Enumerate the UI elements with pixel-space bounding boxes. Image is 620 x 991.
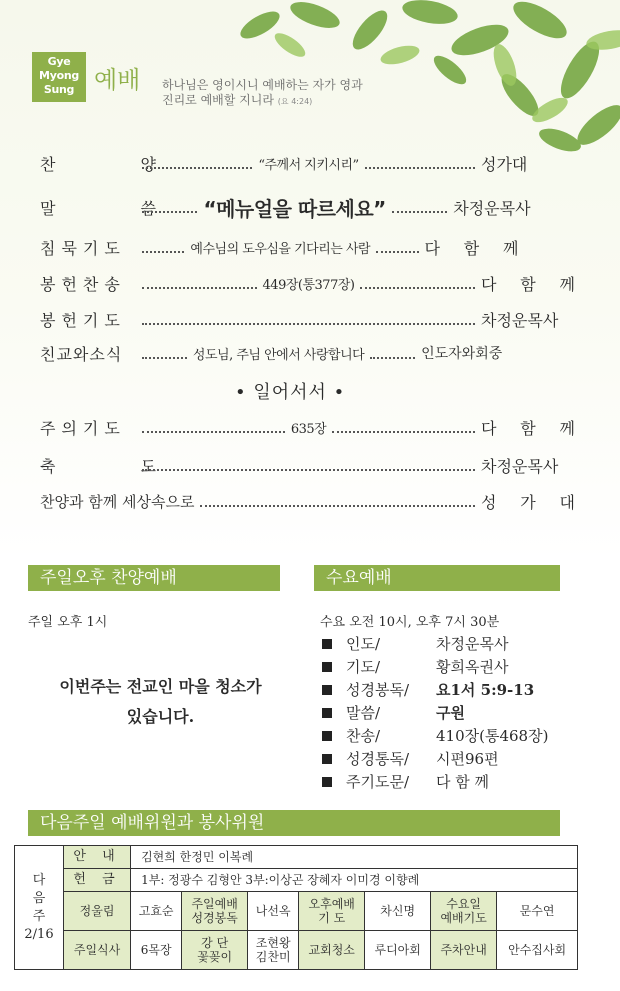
table-cell: 교회청소 <box>299 931 365 970</box>
table-cell: 안수집사회 <box>497 931 578 970</box>
table-cell: 루디아회 <box>365 931 431 970</box>
table-cell: 6목장 <box>131 931 182 970</box>
afternoon-service-time: 주일 오후 1시 <box>28 615 108 630</box>
order-row: 찬 양 “주께서 지키시리” 성가대 <box>40 154 528 174</box>
next-week-header: 다음주일 예배위원과 봉사위원 <box>28 810 560 836</box>
announcement: 이번주는 전교인 마을 청소가 있습니다. <box>59 677 262 726</box>
wednesday-service-header: 수요예배 <box>314 565 560 591</box>
list-item: 기도/ 황희옥권사 <box>318 655 548 678</box>
table-cell: 나선옥 <box>248 892 299 931</box>
order-row: 친교와소식 성도님, 주님 안에서 사랑합니다 인도자와회중 <box>40 344 503 364</box>
wednesday-service-list <box>318 632 548 793</box>
table-cell: 정울림 <box>64 892 131 931</box>
list-item: 말씀/ 구원 <box>318 701 548 724</box>
table-cell: 고효순 <box>131 892 182 931</box>
list-item: 성경통독/ 시편96편 <box>318 747 548 770</box>
table-cell: 오후예배 기 도 <box>299 892 365 931</box>
table-cell: 조현왕 김찬미 <box>248 931 299 970</box>
afternoon-service-header: 주일오후 찬양예배 <box>28 565 280 591</box>
order-row: 찬양과 함께 세상속으로 성 가 대 <box>40 492 575 512</box>
table-cell: 주일식사 <box>64 931 131 970</box>
table-cell: 1부: 정광수 김형안 3부:이상곤 장혜자 이미경 이향례 <box>131 869 578 892</box>
scripture-verse: 하나님은 영이시니 예배하는 자가 영과 진리로 예배할 지니라 (요 4:24) <box>162 78 363 107</box>
stand-up-marker: • 일어서서 • <box>235 382 346 403</box>
table-cell: 주일예배 성경봉독 <box>182 892 248 931</box>
list-item: 주기도문/ 다 함 께 <box>318 770 548 793</box>
order-row: 주의기도 635장 다 함 께 <box>40 418 575 438</box>
order-row: 침묵기도 예수님의 도우심을 기다리는 사람 다 함 께 <box>40 238 519 258</box>
table-row <box>15 931 578 970</box>
table-cell: 차신명 <box>365 892 431 931</box>
table-cell: 안 내 <box>64 846 131 869</box>
service-title: 예배 <box>94 66 141 94</box>
order-row: 축 도 차정운목사 <box>40 456 559 476</box>
order-row: 말 씀 “메뉴얼을 따르세요” 차정운목사 <box>40 196 531 221</box>
table-row <box>15 892 578 931</box>
table-cell: 헌 금 <box>64 869 131 892</box>
order-row: 봉헌기도 차정운목사 <box>40 310 559 330</box>
next-week-staff-table <box>14 845 578 970</box>
table-cell: 주차안내 <box>431 931 497 970</box>
list-item: 성경봉독/ 요1서 5:9-13 <box>318 678 548 701</box>
list-item: 찬송/ 410장(통468장) <box>318 724 548 747</box>
church-logo: Gye Myong Sung <box>32 52 86 102</box>
table-cell: 수요일 예배기도 <box>431 892 497 931</box>
list-item: 인도/ 차정운목사 <box>318 632 548 655</box>
table-cell: 강 단 꽃꽂이 <box>182 931 248 970</box>
wednesday-service-time: 수요 오전 10시, 오후 7시 30분 <box>320 615 500 630</box>
next-week-date: 다 음 주 2/16 <box>15 846 64 970</box>
table-cell: 문수연 <box>497 892 578 931</box>
order-row: 봉헌찬송 449장(통377장) 다 함 께 <box>40 274 576 294</box>
table-cell: 김현희 한정민 이복례 <box>131 846 578 869</box>
